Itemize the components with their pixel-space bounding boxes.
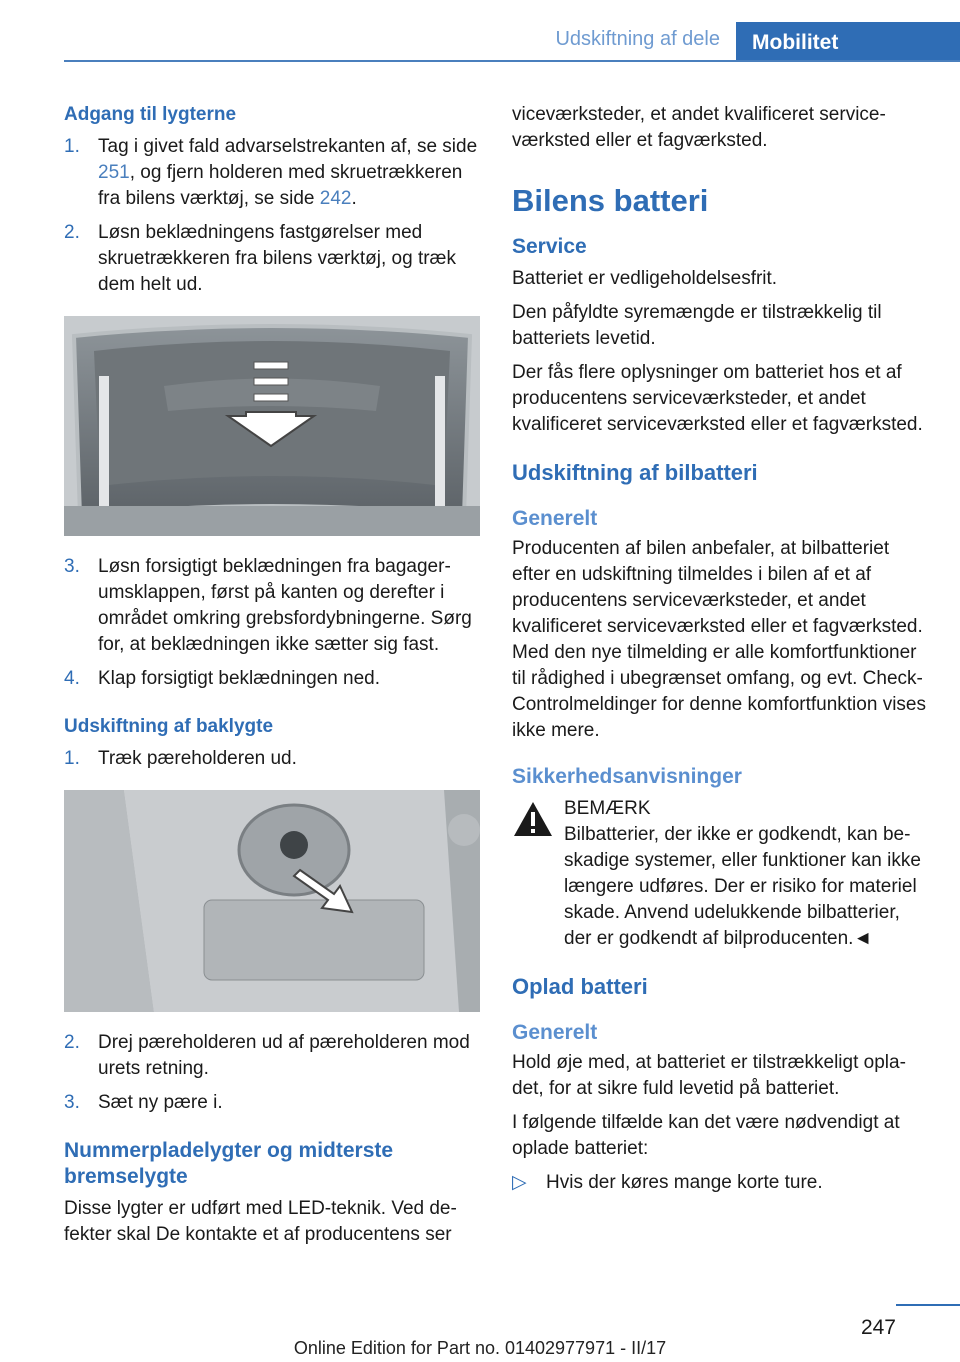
paragraph-led: Disse lygter er udført med LED-teknik. Ved defekter skal De kontakte et af producentens ser [64,1198,457,1245]
page-number: 247 [860,1316,896,1339]
warning-triangle-icon [512,800,554,838]
heading-general: Generelt [512,507,598,530]
warning-title: BEMÆRK [564,798,651,819]
warning-note [512,796,928,952]
heading-replace-battery: Udskiftning af bilbatteri [512,460,758,485]
paragraph-charge-level: Hold øje med, at batteriet er tilstrækkeligt opladet, for at sikre fuld levetid på batteriet. [512,1052,906,1099]
list-item: 3. Sæt ny pære i. [64,1092,223,1113]
heading-general-2: Generelt [512,1021,598,1044]
heading-replace-reverse-lamp: Udskiftning af baklygte [64,716,274,737]
heading-safety: Sikkerhedsanvisninger [512,765,742,788]
running-header-section: Udskiftning af dele [555,28,720,50]
list-item: 1. Tag i givet fald advarselstrekanten af, se side 251, og fjern holderen med skruetrækkeren fra bilens værktøj, se side 242. [64,136,478,209]
list-item: 3. Løsn forsigtigt beklædningen fra bagagerumsklappen, først på kanten og derefter i området omkring grebsfordybningerne. Sørg for, at beklædningen ikke sætter sig fast. [64,556,472,655]
page-link-251[interactable]: 251 [98,162,130,183]
warning-text: Bilbatterier, der ikke er godkendt, kan beskadige systemer, eller funktioner kan ikke længere udføres. Der er risiko for materiel skade. Anvend udelukkende bilbatterier, der er godkendt af bilproducenten.◄ [564,824,921,949]
paragraph-acid: Den påfyldte syremængde er tilstrækkelig til batteriets levetid. [512,302,882,349]
paragraph-more-info: Der fås flere oplysninger om batteriet hos et af producentens serviceværksteder, et andet kvalificeret serviceværksted eller et fagværksted. [512,362,923,435]
paragraph-register-battery: Producenten af bilen anbefaler, at bilbatteriet efter en udskiftning tilmeldes i bilen af et af producentens serviceværksteder, et andet kvalificeret serviceværksted eller et fagværksted. Med den nye tilmelding er alle komfortfunktioner til rådighed i ubegrænset omfang, og evt. Check-Controlmeldinger for denne komfortfunktion vises ikke mere. [512,538,926,741]
steps-rear-2 [64,1030,480,1116]
running-header-chapter-tab: Mobilitet [736,22,960,62]
bulb-holder-figure [64,790,480,1012]
heading-vehicle-battery: Bilens batteri [512,183,709,218]
list-item: ▷ Hvis der køres mange korte ture. [512,1170,928,1196]
paragraph-maintenance-free: Batteriet er vedligeholdelsesfrit. [512,268,778,289]
header-rule [64,60,960,62]
left-column [64,102,480,1256]
paragraph-cases: I følgende tilfælde kan det være nødvendigt at oplade batteriet: [512,1112,900,1159]
heading-service: Service [512,235,587,258]
list-item: 1. Træk pæreholderen ud. [64,748,297,769]
list-item: 2. Drej pæreholderen ud af pæreholderen mod urets retning. [64,1032,470,1079]
trunk-lid-trim-figure [64,316,480,536]
footer-rule [896,1304,960,1306]
heading-access-lamps: Adgang til lygterne [64,104,237,125]
steps-rear-1 [64,746,480,772]
heading-license-plate-lamps: Nummerpladelygter og midterste bremselygte [64,1139,394,1188]
page-link-242[interactable]: 242 [319,188,352,209]
list-item: 4. Klap forsigtigt beklædningen ned. [64,668,381,689]
paragraph-continued: viceværksteder, et andet kvalificeret serviceværksted eller et fagværksted. [512,104,886,151]
right-column [512,102,928,1202]
heading-charge-battery: Oplad batteri [512,974,648,999]
steps-access [64,134,480,298]
edition-footer: Online Edition for Part no. 01402977971 - II/17 [293,1338,667,1358]
triangle-bullet-icon: ▷ [512,1172,527,1193]
list-item: 2. Løsn beklædningens fastgørelser med skruetrækkeren fra bilens værktøj, og træk dem helt ud. [64,222,456,295]
steps-access-continued [64,554,480,692]
